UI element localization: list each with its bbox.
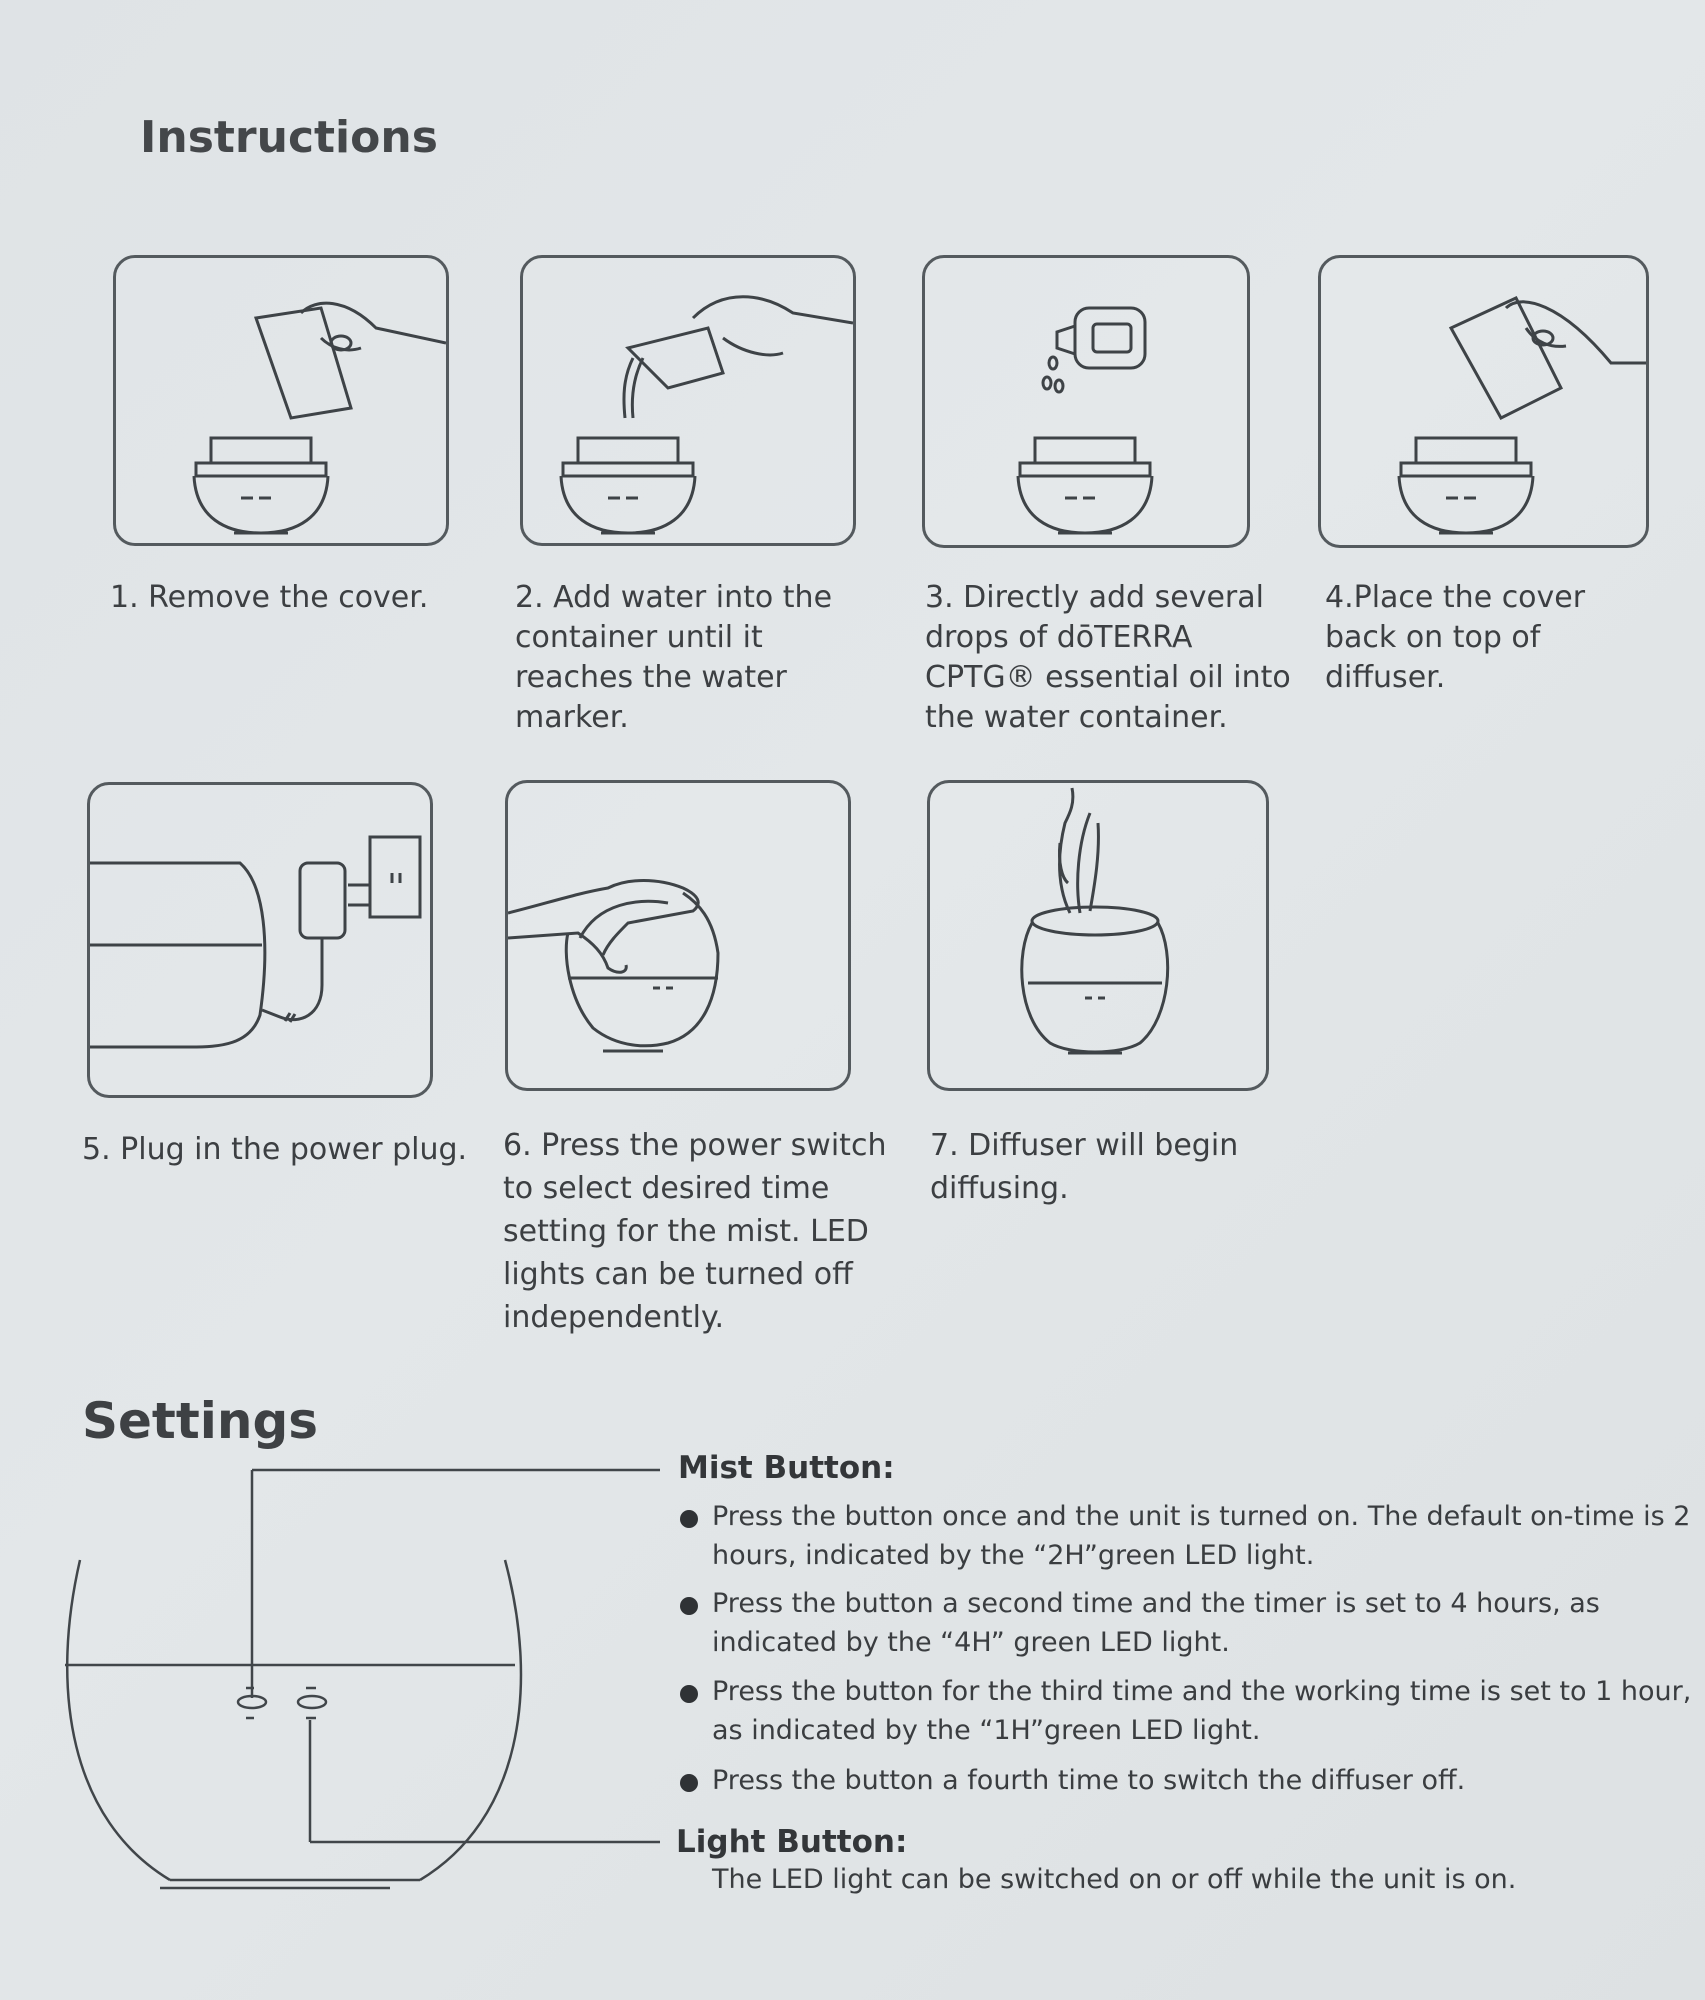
mist-bullet-1: Press the button once and the unit is turned on. The default on-time is 2 hours, indicated by the “2H”green LED light. <box>712 1501 1691 1571</box>
diffuser-diagram <box>60 1460 680 1920</box>
remove-cover-illustration <box>116 258 446 543</box>
press-button-illustration <box>508 783 848 1088</box>
step-5-caption: 5. Plug in the power plug. <box>82 1132 468 1167</box>
step-1-panel <box>113 255 449 546</box>
step-5-panel <box>87 782 433 1098</box>
power-plug-illustration <box>90 785 430 1095</box>
bullet-dot <box>680 1510 698 1528</box>
mist-button-title: Mist Button: <box>678 1450 895 1486</box>
step-7-panel <box>927 780 1269 1091</box>
step-6-caption: 6. Press the power switch to select desired time setting for the mist. LED lights can be turned off independently. <box>503 1128 887 1335</box>
step-4-caption: 4.Place the cover back on top of diffuser. <box>1325 580 1586 695</box>
mist-bullet-2: Press the button a second time and the timer is set to 4 hours, as indicated by the “4H” green LED light. <box>712 1588 1600 1658</box>
bullet-dot <box>680 1685 698 1703</box>
step-7-caption: 7. Diffuser will begin diffusing. <box>930 1128 1239 1206</box>
step-1-caption: 1. Remove the cover. <box>110 580 429 615</box>
step-2-caption: 2. Add water into the container until it reaches the water marker. <box>515 580 833 735</box>
settings-heading: Settings <box>82 1392 319 1450</box>
mist-bullet-4: Press the button a fourth time to switch the diffuser off. <box>712 1765 1466 1796</box>
step-6-panel <box>505 780 851 1091</box>
diffusing-illustration <box>930 783 1266 1088</box>
bullet-dot <box>680 1597 698 1615</box>
instructions-heading: Instructions <box>140 112 438 163</box>
light-button-title: Light Button: <box>676 1824 908 1860</box>
step-4-panel <box>1318 255 1649 548</box>
step-3-panel <box>922 255 1250 548</box>
mist-bullet-3: Press the button for the third time and the working time is set to 1 hour, as indicated by the “1H”green LED light. <box>712 1676 1692 1746</box>
light-button-text: The LED light can be switched on or off while the unit is on. <box>712 1864 1517 1895</box>
add-water-illustration <box>523 258 853 543</box>
add-oil-illustration <box>925 258 1247 545</box>
step-3-caption: 3. Directly add several drops of dōTERRA CPTG® essential oil into the water container. <box>925 580 1291 735</box>
step-2-panel <box>520 255 856 546</box>
bullet-dot <box>680 1774 698 1792</box>
replace-cover-illustration <box>1321 258 1646 545</box>
